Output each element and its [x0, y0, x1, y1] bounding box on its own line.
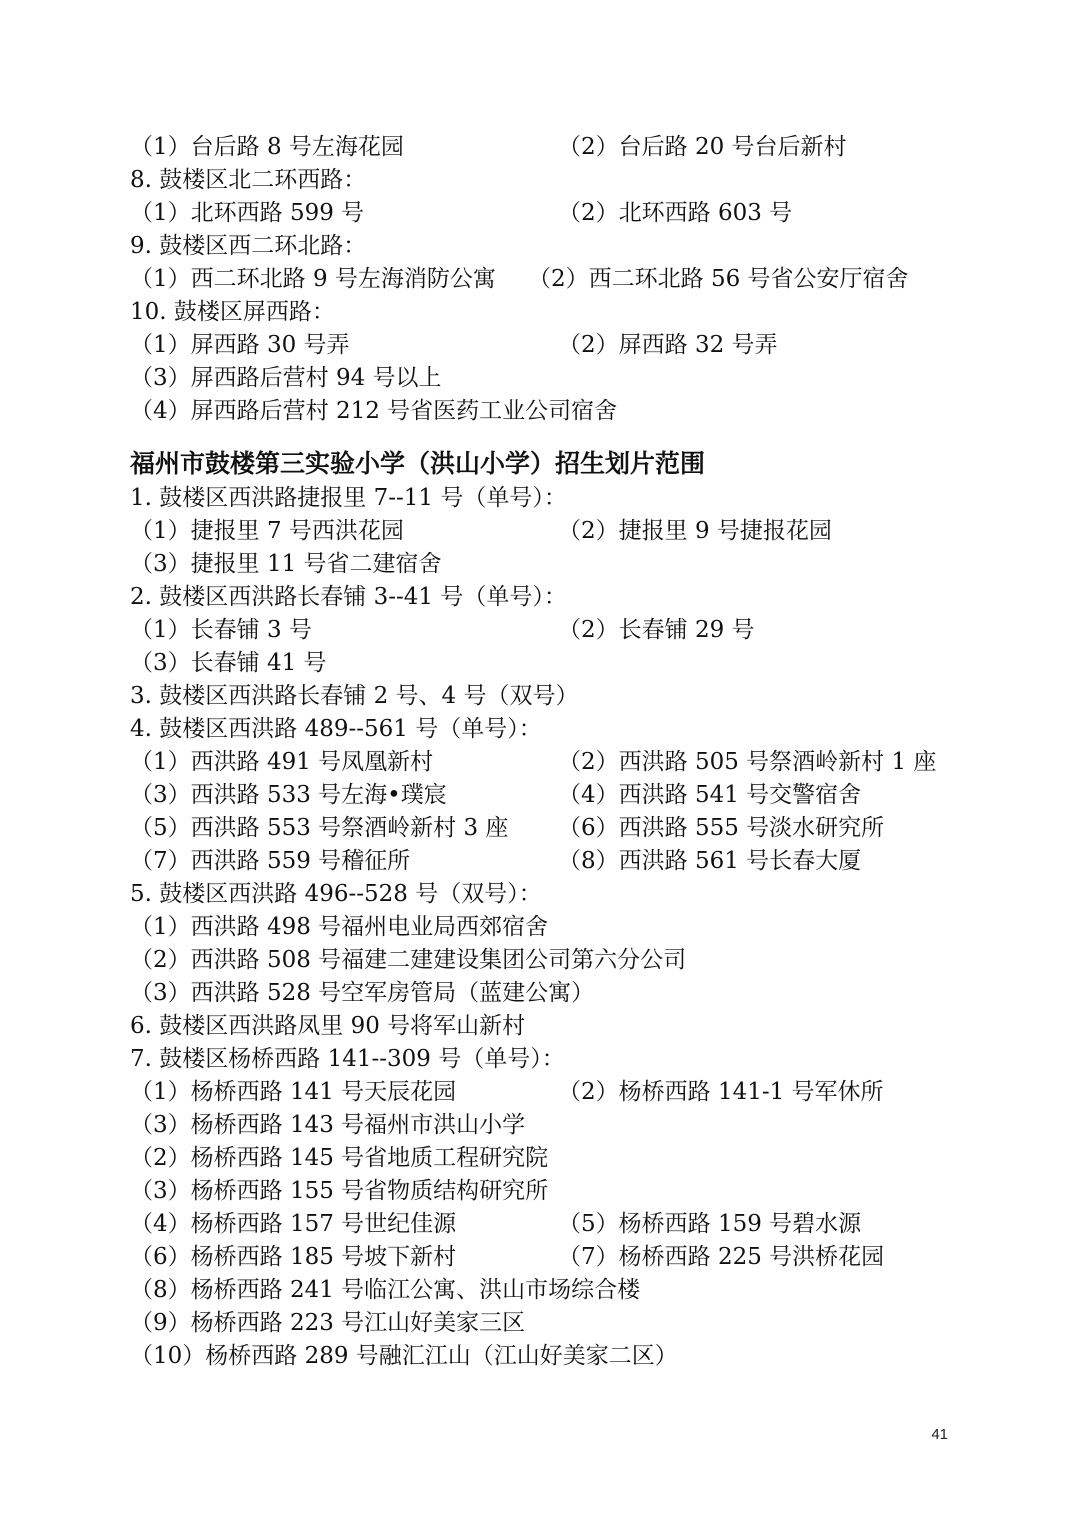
list-item	[130, 1274, 990, 1307]
page-number: 41	[931, 1426, 948, 1443]
entry: （8）西洪路 561 号长春大厦	[558, 848, 862, 874]
entry: （1）西二环北路 9 号左海消防公寓	[130, 266, 496, 292]
list-item	[130, 614, 990, 647]
entry: （4）杨桥西路 157 号世纪佳源	[130, 1211, 457, 1237]
list-item	[130, 977, 990, 1010]
entry: （1）西洪路 498 号福州电业局西郊宿舍	[130, 914, 549, 940]
entry: （3）捷报里 11 号省二建宿舍	[130, 551, 442, 577]
entry: （2）西洪路 505 号祭酒岭新村 1 座	[558, 749, 937, 775]
list-item	[130, 845, 990, 878]
list-item	[130, 1109, 990, 1142]
entry: （2）捷报里 9 号捷报花园	[558, 518, 832, 544]
entry: （2）台后路 20 号台后新村	[558, 134, 847, 160]
entry: （6）西洪路 555 号淡水研究所	[558, 815, 885, 841]
entry: （1）北环西路 599 号	[130, 200, 365, 226]
section-header	[130, 878, 990, 911]
list-item	[130, 746, 990, 779]
entry: （3）西洪路 533 号左海•璞宸	[130, 782, 447, 808]
entry: （9）杨桥西路 223 号江山好美家三区	[130, 1310, 526, 1336]
entry: （6）杨桥西路 185 号坡下新村	[130, 1244, 457, 1270]
entry: （1）杨桥西路 141 号天辰花园	[130, 1079, 457, 1105]
entry: （1）屏西路 30 号弄	[130, 332, 350, 358]
entry: （5）西洪路 553 号祭酒岭新村 3 座	[130, 815, 509, 841]
list-item	[130, 329, 990, 362]
list-item	[130, 1307, 990, 1340]
entry: （2）北环西路 603 号	[558, 200, 793, 226]
list-item	[130, 395, 990, 428]
entry: （7）西洪路 559 号稽征所	[130, 848, 411, 874]
section-header	[130, 230, 990, 263]
section-title: 6. 鼓楼区西洪路凤里 90 号将军山新村	[130, 1013, 526, 1039]
list-item	[130, 911, 990, 944]
entry: （10）杨桥西路 289 号融汇江山（江山好美家二区）	[130, 1343, 678, 1369]
entry: （2）杨桥西路 141-1 号军休所	[558, 1079, 884, 1105]
entry: （4）西洪路 541 号交警宿舍	[558, 782, 862, 808]
entry: （4）屏西路后营村 212 号省医药工业公司宿舍	[130, 398, 618, 424]
entry: （3）杨桥西路 155 号省物质结构研究所	[130, 1178, 549, 1204]
list-item	[130, 1076, 990, 1109]
list-item	[130, 647, 990, 680]
section-header	[130, 296, 990, 329]
section-header	[130, 164, 990, 197]
entry: （2）长春铺 29 号	[558, 617, 755, 643]
list-item	[130, 197, 990, 230]
list-item	[130, 362, 990, 395]
entry: （1）长春铺 3 号	[130, 617, 312, 643]
entry: （2）杨桥西路 145 号省地质工程研究院	[130, 1145, 549, 1171]
heading-text: 福州市鼓楼第三实验小学（洪山小学）招生划片范围	[130, 449, 706, 478]
entry: （2）西洪路 508 号福建二建建设集团公司第六分公司	[130, 947, 687, 973]
entry: （2）屏西路 32 号弄	[558, 332, 778, 358]
entry: （1）西洪路 491 号凤凰新村	[130, 749, 434, 775]
list-item	[130, 1208, 990, 1241]
entry: （3）杨桥西路 143 号福州市洪山小学	[130, 1112, 526, 1138]
section-title: 1. 鼓楼区西洪路捷报里 7--11 号（单号）：	[130, 485, 567, 511]
entry: （8）杨桥西路 241 号临江公寓、洪山市场综合楼	[130, 1277, 641, 1303]
section-header	[130, 680, 990, 713]
entry: （1）台后路 8 号左海花园	[130, 134, 404, 160]
list-item	[130, 779, 990, 812]
entry: （5）杨桥西路 159 号碧水源	[558, 1211, 862, 1237]
section-header	[130, 1010, 990, 1043]
entry: （3）长春铺 41 号	[130, 650, 327, 676]
entry: （1）捷报里 7 号西洪花园	[130, 518, 404, 544]
list-item	[130, 1142, 990, 1175]
section-title: 10. 鼓楼区屏西路：	[130, 299, 335, 325]
list-item	[130, 1241, 990, 1274]
list-item	[130, 1340, 990, 1373]
section-title: 3. 鼓楼区西洪路长春铺 2 号、4 号（双号）	[130, 683, 579, 709]
list-item	[130, 1175, 990, 1208]
section-header	[130, 482, 990, 515]
section-title: 7. 鼓楼区杨桥西路 141--309 号（单号）：	[130, 1046, 565, 1072]
section-title: 9. 鼓楼区西二环北路：	[130, 233, 367, 259]
document-body	[130, 131, 990, 1373]
entry: （3）西洪路 528 号空军房管局（蓝建公寓）	[130, 980, 595, 1006]
section-title: 5. 鼓楼区西洪路 496--528 号（双号）：	[130, 881, 542, 907]
section-header	[130, 713, 990, 746]
list-item	[130, 548, 990, 581]
entry: （7）杨桥西路 225 号洪桥花园	[558, 1244, 885, 1270]
entry: （2）西二环北路 56 号省公安厅宿舍	[528, 266, 909, 292]
section-title: 4. 鼓楼区西洪路 489--561 号（单号）：	[130, 716, 542, 742]
list-item	[130, 944, 990, 977]
section-header	[130, 581, 990, 614]
page-heading	[130, 446, 990, 482]
list-item	[130, 515, 990, 548]
list-item	[130, 263, 990, 296]
section-header	[130, 1043, 990, 1076]
list-item	[130, 812, 990, 845]
list-item	[130, 131, 990, 164]
section-title: 8. 鼓楼区北二环西路：	[130, 167, 367, 193]
section-title: 2. 鼓楼区西洪路长春铺 3--41 号（单号）：	[130, 584, 567, 610]
entry: （3）屏西路后营村 94 号以上	[130, 365, 442, 391]
